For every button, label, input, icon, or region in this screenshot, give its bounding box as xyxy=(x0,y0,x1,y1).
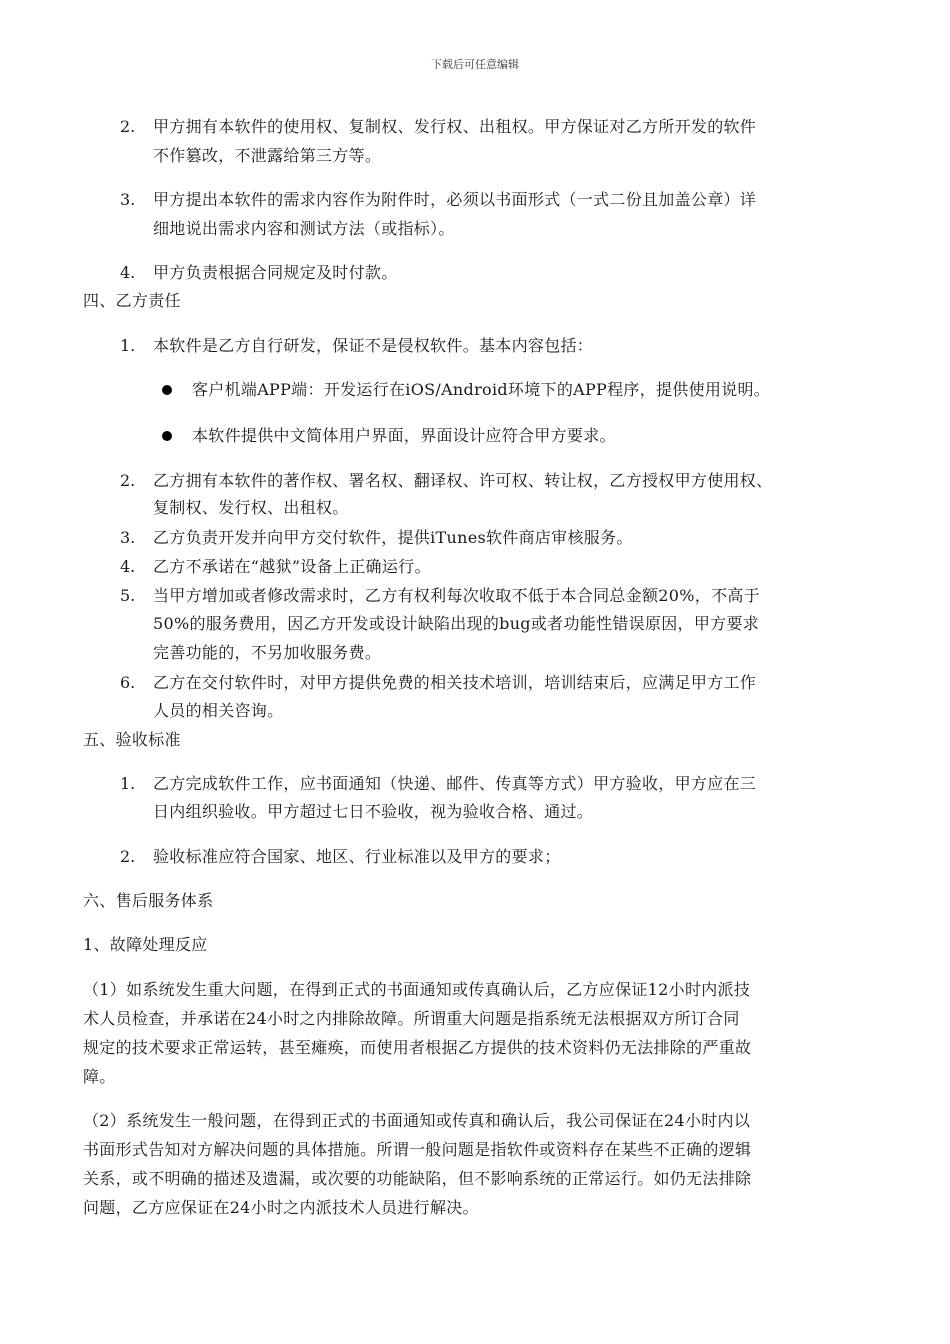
item-text: 甲方拥有本软件的使用权、复制权、发行权、出租权。甲方保证对乙方所开发的软件 xyxy=(153,117,757,136)
subsection-heading: 1、故障处理反应 xyxy=(83,935,208,954)
bullet-text: 客户机端APP端：开发运行在iOS/Android环境下的APP程序，提供使用说明。 xyxy=(192,380,771,399)
paragraph-line: 规定的技术要求正常运转，甚至瘫痪，而使用者根据乙方提供的技术资料仍无法排除的严重故 xyxy=(83,1038,752,1057)
item-text: 乙方完成软件工作，应书面通知（快递、邮件、传真等方式）甲方验收，甲方应在三 xyxy=(153,774,757,793)
paragraph-line: 书面形式告知对方解决问题的具体措施。所谓一般问题是指软件或资料存在某些不正确的逻辑 xyxy=(83,1140,752,1159)
page-header: 下载后可任意编辑 xyxy=(431,58,519,71)
item-number: 1. xyxy=(120,336,136,355)
item-text: 完善功能的，不另加收服务费。 xyxy=(153,643,382,662)
section-heading: 四、乙方责任 xyxy=(83,291,181,310)
paragraph-line: （2）系统发生一般问题，在得到正式的书面通知或传真和确认后，我公司保证在24小时内以 xyxy=(83,1111,751,1130)
item-number: 4. xyxy=(120,557,136,576)
item-text: 人员的相关咨询。 xyxy=(153,701,284,720)
item-number: 1. xyxy=(120,774,136,793)
paragraph-line: 术人员检查，并承诺在24小时之内排除故障。所谓重大问题是指系统无法根据双方所订合同 xyxy=(83,1009,740,1028)
item-text: 乙方不承诺在“越狱”设备上正确运行。 xyxy=(153,557,431,576)
item-number: 4. xyxy=(120,263,136,282)
item-text: 日内组织验收。甲方超过七日不验收，视为验收合格、通过。 xyxy=(153,802,594,821)
item-number: 2. xyxy=(120,471,136,490)
item-text: 本软件是乙方自行研发，保证不是侵权软件。基本内容包括： xyxy=(153,336,594,355)
item-number: 6. xyxy=(120,673,136,692)
item-text: 乙方在交付软件时，对甲方提供免费的相关技术培训，培训结束后，应满足甲方工作 xyxy=(153,673,757,692)
bullet-icon xyxy=(162,385,172,395)
item-number: 2. xyxy=(120,847,136,866)
paragraph-line: 问题，乙方应保证在24小时之内派技术人员进行解决。 xyxy=(83,1198,479,1217)
paragraph-line: 关系，或不明确的描述及遗漏，或次要的功能缺陷，但不影响系统的正常运行。如仍无法排除 xyxy=(83,1169,752,1188)
item-text: 复制权、发行权、出租权。 xyxy=(153,498,349,517)
paragraph-line: 障。 xyxy=(83,1067,116,1086)
item-number: 3. xyxy=(120,190,136,209)
item-text: 50%的服务费用，因乙方开发或设计缺陷出现的bug或者功能性错误原因，甲方要求 xyxy=(153,614,760,633)
item-text: 乙方拥有本软件的著作权、署名权、翻译权、许可权、转让权，乙方授权甲方使用权、 xyxy=(153,471,773,490)
bullet-icon xyxy=(162,431,172,441)
item-text: 不作篡改，不泄露给第三方等。 xyxy=(153,146,382,165)
section-heading: 五、验收标准 xyxy=(83,730,181,749)
item-text: 甲方负责根据合同规定及时付款。 xyxy=(153,263,398,282)
item-text: 细地说出需求内容和测试方法（或指标）。 xyxy=(153,219,455,238)
item-number: 3. xyxy=(120,528,136,547)
section-heading: 六、售后服务体系 xyxy=(83,891,214,910)
item-text: 乙方负责开发并向甲方交付软件，提供iTunes软件商店审核服务。 xyxy=(153,528,633,547)
item-text: 验收标准应符合国家、地区、行业标准以及甲方的要求； xyxy=(153,847,561,866)
item-text: 当甲方增加或者修改需求时，乙方有权利每次收取不低于本合同总金额20%，不高于 xyxy=(153,586,760,605)
item-number: 5. xyxy=(120,586,136,605)
bullet-text: 本软件提供中文简体用户界面，界面设计应符合甲方要求。 xyxy=(192,426,616,445)
paragraph-line: （1）如系统发生重大问题，在得到正式的书面通知或传真确认后，乙方应保证12小时内派技 xyxy=(83,980,751,999)
item-text: 甲方提出本软件的需求内容作为附件时，必须以书面形式（一式二份且加盖公章）详 xyxy=(153,190,757,209)
item-number: 2. xyxy=(120,117,136,136)
